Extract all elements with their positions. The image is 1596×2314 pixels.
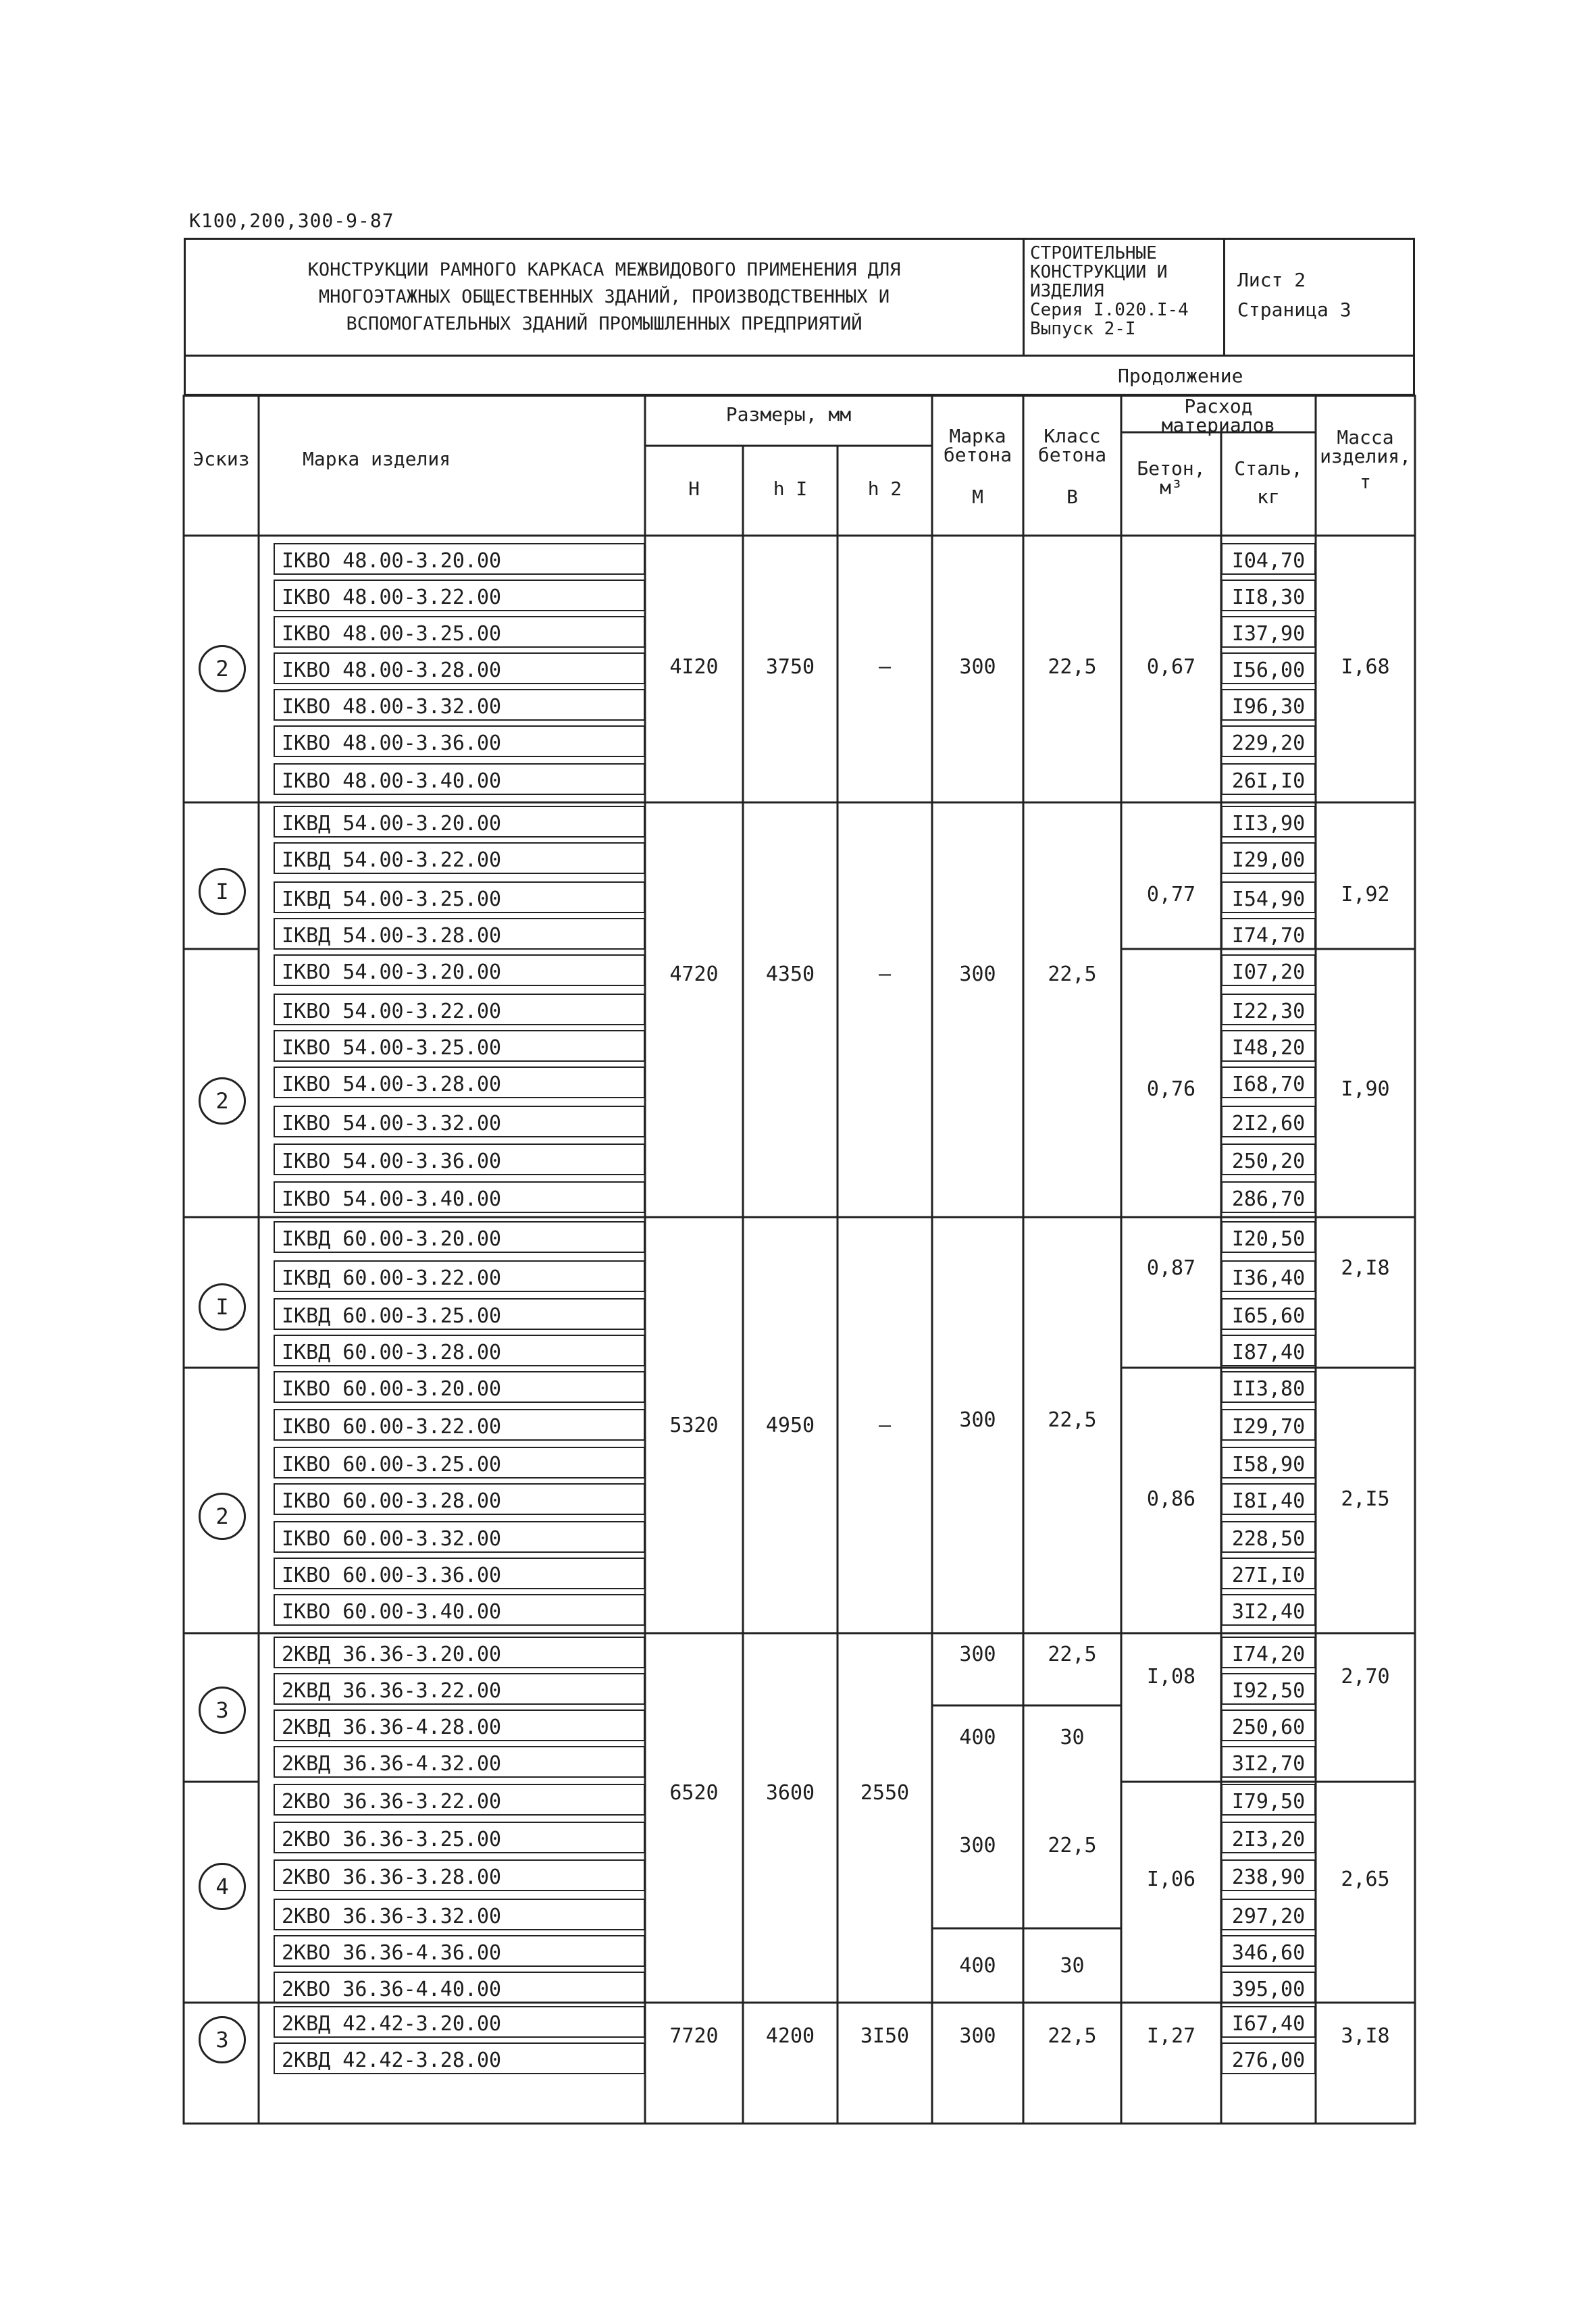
cell-concrete-mark: 400 bbox=[959, 1726, 996, 1749]
header-concrete-volume bbox=[1121, 459, 1221, 497]
steel-consumption: I92,50 bbox=[1221, 1673, 1316, 1705]
steel-consumption: 395,00 bbox=[1221, 1972, 1316, 2003]
series-line: Серия I.020.I-4 bbox=[1030, 300, 1189, 320]
cell-concrete-volume: 0,76 bbox=[1146, 1077, 1196, 1101]
product-mark: IКВО 60.00-3.32.00 bbox=[274, 1521, 645, 1553]
sketch-number: 3 bbox=[199, 1687, 246, 1734]
cell-concrete-volume: 0,67 bbox=[1146, 655, 1196, 679]
cell-concrete-mark: 300 bbox=[959, 962, 996, 986]
header-mark: Марка изделия bbox=[303, 448, 451, 470]
cell-mass: I,68 bbox=[1341, 655, 1390, 679]
steel-consumption: 2I2,60 bbox=[1221, 1106, 1316, 1137]
product-mark: IКВО 48.00-3.40.00 bbox=[274, 763, 645, 795]
steel-consumption: I65,60 bbox=[1221, 1298, 1316, 1330]
cell-h1: 4350 bbox=[765, 962, 815, 986]
cell-H: 4I20 bbox=[669, 655, 719, 679]
cell-h2: 3I50 bbox=[860, 2024, 910, 2048]
header-text: Масса bbox=[1337, 426, 1394, 448]
cell-concrete-class: 22,5 bbox=[1048, 1408, 1097, 1432]
cell-concrete-mark: 300 bbox=[959, 1643, 996, 1666]
cell-h2: – bbox=[878, 1414, 892, 1437]
product-mark: IКВО 60.00-3.25.00 bbox=[274, 1447, 645, 1479]
sketch-number: I bbox=[199, 1283, 246, 1331]
cell-concrete-volume: 0,87 bbox=[1146, 1256, 1196, 1280]
cell-mass: 2,65 bbox=[1341, 1868, 1390, 1891]
product-mark: 2КВО 36.36-4.36.00 bbox=[274, 1935, 645, 1967]
header-text: Марка bbox=[949, 425, 1006, 447]
cell-concrete-class: 22,5 bbox=[1048, 1834, 1097, 1857]
sketch-number: 3 bbox=[199, 2016, 246, 2063]
product-mark: 2КВД 36.36-4.28.00 bbox=[274, 1709, 645, 1741]
cell-concrete-class: 30 bbox=[1060, 1726, 1085, 1749]
product-mark: 2КВД 36.36-3.20.00 bbox=[274, 1637, 645, 1668]
cell-h1: 3750 bbox=[765, 655, 815, 679]
cell-H: 4720 bbox=[669, 962, 719, 986]
cell-concrete-class: 30 bbox=[1060, 1954, 1085, 1978]
steel-consumption: I87,40 bbox=[1221, 1335, 1316, 1366]
cell-mass: 2,70 bbox=[1341, 1665, 1390, 1689]
product-mark: 2КВД 36.36-3.22.00 bbox=[274, 1673, 645, 1705]
product-mark: IКВО 48.00-3.20.00 bbox=[274, 543, 645, 575]
header-concrete-mark bbox=[932, 427, 1023, 507]
header-steel bbox=[1221, 459, 1316, 507]
product-mark: IКВО 54.00-3.28.00 bbox=[274, 1066, 645, 1098]
product-mark: IКВД 60.00-3.22.00 bbox=[274, 1260, 645, 1292]
title-line: ВСПОМОГАТЕЛЬНЫХ ЗДАНИЙ ПРОМЫШЛЕННЫХ ПРЕДПРИЯТИЙ bbox=[346, 313, 863, 334]
steel-consumption: I07,20 bbox=[1221, 954, 1316, 986]
steel-consumption: 228,50 bbox=[1221, 1521, 1316, 1553]
cell-concrete-volume: I,08 bbox=[1146, 1665, 1196, 1689]
product-mark: IКВО 48.00-3.32.00 bbox=[274, 689, 645, 721]
steel-consumption: I36,40 bbox=[1221, 1260, 1316, 1292]
steel-consumption: I29,70 bbox=[1221, 1409, 1316, 1441]
sketch-number: 2 bbox=[199, 1493, 246, 1540]
steel-consumption: II3,90 bbox=[1221, 806, 1316, 838]
steel-consumption: 276,00 bbox=[1221, 2042, 1316, 2074]
product-mark: 2КВО 36.36-3.32.00 bbox=[274, 1899, 645, 1930]
steel-consumption: II8,30 bbox=[1221, 580, 1316, 611]
cell-mass: I,90 bbox=[1341, 1077, 1390, 1101]
page-number: Страница 3 bbox=[1237, 299, 1352, 321]
steel-consumption: I8I,40 bbox=[1221, 1483, 1316, 1515]
steel-consumption: 250,20 bbox=[1221, 1143, 1316, 1175]
header-text: бетона bbox=[1037, 444, 1107, 466]
product-mark: IКВО 60.00-3.20.00 bbox=[274, 1371, 645, 1403]
product-mark: IКВО 60.00-3.22.00 bbox=[274, 1409, 645, 1441]
sketch-number: 4 bbox=[199, 1863, 246, 1910]
steel-consumption: 286,70 bbox=[1221, 1181, 1316, 1213]
product-mark: IКВО 54.00-3.25.00 bbox=[274, 1030, 645, 1062]
title-line: КОНСТРУКЦИИ РАМНОГО КАРКАСА МЕЖВИДОВОГО ПРИМЕНЕНИЯ ДЛЯ bbox=[307, 259, 901, 280]
product-mark: IКВД 54.00-3.22.00 bbox=[274, 842, 645, 874]
cell-concrete-mark: 300 bbox=[959, 1408, 996, 1432]
product-mark: 2КВО 36.36-3.28.00 bbox=[274, 1859, 645, 1891]
steel-consumption: I56,00 bbox=[1221, 652, 1316, 684]
steel-consumption: I48,20 bbox=[1221, 1030, 1316, 1062]
product-mark: IКВО 60.00-3.28.00 bbox=[274, 1483, 645, 1515]
product-mark: IКВД 60.00-3.28.00 bbox=[274, 1335, 645, 1366]
steel-consumption: 2I3,20 bbox=[1221, 1822, 1316, 1853]
sheet-number: Лист 2 bbox=[1237, 269, 1306, 291]
header-text: бетона bbox=[943, 444, 1012, 466]
product-mark: IКВО 54.00-3.36.00 bbox=[274, 1143, 645, 1175]
cell-mass: 2,I8 bbox=[1341, 1256, 1390, 1280]
header-text: т bbox=[1360, 471, 1371, 493]
series-line: ИЗДЕЛИЯ bbox=[1030, 281, 1104, 301]
steel-consumption: I74,20 bbox=[1221, 1637, 1316, 1668]
cell-concrete-class: 22,5 bbox=[1048, 1643, 1097, 1666]
cell-concrete-mark: 300 bbox=[959, 655, 996, 679]
steel-consumption: 229,20 bbox=[1221, 725, 1316, 757]
steel-consumption: I20,50 bbox=[1221, 1221, 1316, 1253]
cell-concrete-volume: 0,77 bbox=[1146, 883, 1196, 906]
product-mark: IКВД 54.00-3.28.00 bbox=[274, 918, 645, 950]
cell-H: 5320 bbox=[669, 1414, 719, 1437]
steel-consumption: 27I,I0 bbox=[1221, 1558, 1316, 1589]
steel-consumption: 3I2,40 bbox=[1221, 1594, 1316, 1626]
product-mark: IКВО 54.00-3.32.00 bbox=[274, 1106, 645, 1137]
cell-h1: 4950 bbox=[765, 1414, 815, 1437]
cell-h2: – bbox=[878, 655, 892, 679]
cell-concrete-class: 22,5 bbox=[1048, 962, 1097, 986]
steel-consumption: I79,50 bbox=[1221, 1784, 1316, 1816]
header-h2: h 2 bbox=[867, 478, 902, 500]
steel-consumption: I68,70 bbox=[1221, 1066, 1316, 1098]
sketch-number: 2 bbox=[199, 1077, 246, 1125]
document-code: К100,200,300-9-87 bbox=[189, 209, 394, 232]
header-text: Класс bbox=[1044, 425, 1101, 447]
steel-consumption: 297,20 bbox=[1221, 1899, 1316, 1930]
cell-mass: 2,I5 bbox=[1341, 1487, 1390, 1511]
header-text: кг bbox=[1257, 486, 1280, 508]
cell-concrete-mark: 400 bbox=[959, 1954, 996, 1978]
steel-consumption: I04,70 bbox=[1221, 543, 1316, 575]
cell-h2: – bbox=[878, 962, 892, 986]
header-h1: h I bbox=[773, 478, 808, 500]
sketch-number: I bbox=[199, 868, 246, 915]
header-text: Сталь, bbox=[1234, 457, 1303, 480]
continuation-label: Продолжение bbox=[1118, 365, 1243, 387]
cell-H: 7720 bbox=[669, 2024, 719, 2048]
steel-consumption: I54,90 bbox=[1221, 881, 1316, 913]
steel-consumption: I74,70 bbox=[1221, 918, 1316, 950]
header-text: материалов bbox=[1161, 414, 1276, 436]
cell-mass: I,92 bbox=[1341, 883, 1390, 906]
header-text: М bbox=[972, 486, 983, 508]
cell-concrete-mark: 300 bbox=[959, 1834, 996, 1857]
cell-concrete-class: 22,5 bbox=[1048, 2024, 1097, 2048]
sketch-number: 2 bbox=[199, 645, 246, 692]
steel-consumption: I67,40 bbox=[1221, 2006, 1316, 2038]
header-concrete-class bbox=[1023, 427, 1121, 507]
cell-concrete-volume: I,27 bbox=[1146, 2024, 1196, 2048]
cell-h2: 2550 bbox=[860, 1781, 910, 1805]
product-mark: 2КВД 42.42-3.20.00 bbox=[274, 2006, 645, 2038]
steel-consumption: 26I,I0 bbox=[1221, 763, 1316, 795]
product-mark: IКВО 48.00-3.36.00 bbox=[274, 725, 645, 757]
product-mark: IКВО 60.00-3.36.00 bbox=[274, 1558, 645, 1589]
product-mark: IКВО 48.00-3.22.00 bbox=[274, 580, 645, 611]
cell-mass: 3,I8 bbox=[1341, 2024, 1390, 2048]
steel-consumption: II3,80 bbox=[1221, 1371, 1316, 1403]
title-line: МНОГОЭТАЖНЫХ ОБЩЕСТВЕННЫХ ЗДАНИЙ, ПРОИЗВОДСТВЕННЫХ И bbox=[318, 286, 890, 307]
cell-concrete-class: 22,5 bbox=[1048, 655, 1097, 679]
header-text: Бетон, bbox=[1137, 457, 1206, 480]
steel-consumption: 3I2,70 bbox=[1221, 1746, 1316, 1778]
header-text: изделия, bbox=[1320, 445, 1411, 467]
product-mark: IКВД 54.00-3.25.00 bbox=[274, 881, 645, 913]
product-mark: 2КВО 36.36-3.25.00 bbox=[274, 1822, 645, 1853]
product-mark: 2КВД 42.42-3.28.00 bbox=[274, 2042, 645, 2074]
product-mark: IКВО 48.00-3.28.00 bbox=[274, 652, 645, 684]
header-dimensions: Размеры, мм bbox=[725, 403, 852, 426]
product-mark: IКВД 60.00-3.20.00 bbox=[274, 1221, 645, 1253]
header-text: В bbox=[1066, 486, 1078, 508]
product-mark: 2КВО 36.36-3.22.00 bbox=[274, 1784, 645, 1816]
steel-consumption: 250,60 bbox=[1221, 1709, 1316, 1741]
cell-H: 6520 bbox=[669, 1781, 719, 1805]
product-mark: IКВО 54.00-3.40.00 bbox=[274, 1181, 645, 1213]
header-sketch: Эскиз bbox=[192, 448, 250, 470]
steel-consumption: I96,30 bbox=[1221, 689, 1316, 721]
product-mark: IКВО 48.00-3.25.00 bbox=[274, 616, 645, 648]
cell-concrete-mark: 300 bbox=[959, 2024, 996, 2048]
cell-h1: 3600 bbox=[765, 1781, 815, 1805]
header-H: H bbox=[688, 478, 700, 500]
cell-concrete-volume: I,06 bbox=[1146, 1868, 1196, 1891]
steel-consumption: 346,60 bbox=[1221, 1935, 1316, 1967]
steel-consumption: I58,90 bbox=[1221, 1447, 1316, 1479]
product-mark: IКВО 54.00-3.20.00 bbox=[274, 954, 645, 986]
header-mass bbox=[1316, 428, 1415, 492]
header-materials bbox=[1121, 397, 1316, 435]
header-text: м³ bbox=[1160, 476, 1183, 498]
series-line: КОНСТРУКЦИИ И bbox=[1030, 262, 1168, 282]
steel-consumption: I29,00 bbox=[1221, 842, 1316, 874]
series-line: СТРОИТЕЛЬНЫЕ bbox=[1030, 243, 1157, 263]
steel-consumption: I37,90 bbox=[1221, 616, 1316, 648]
product-mark: IКВД 60.00-3.25.00 bbox=[274, 1298, 645, 1330]
product-mark: IКВД 54.00-3.20.00 bbox=[274, 806, 645, 838]
series-line: Выпуск 2-I bbox=[1030, 319, 1136, 339]
product-mark: IКВО 60.00-3.40.00 bbox=[274, 1594, 645, 1626]
header-text: Расход bbox=[1184, 395, 1253, 417]
product-mark: 2КВД 36.36-4.32.00 bbox=[274, 1746, 645, 1778]
product-mark: 2КВО 36.36-4.40.00 bbox=[274, 1972, 645, 2003]
cell-h1: 4200 bbox=[765, 2024, 815, 2048]
steel-consumption: I22,30 bbox=[1221, 994, 1316, 1025]
cell-concrete-volume: 0,86 bbox=[1146, 1487, 1196, 1511]
product-mark: IКВО 54.00-3.22.00 bbox=[274, 994, 645, 1025]
steel-consumption: 238,90 bbox=[1221, 1859, 1316, 1891]
